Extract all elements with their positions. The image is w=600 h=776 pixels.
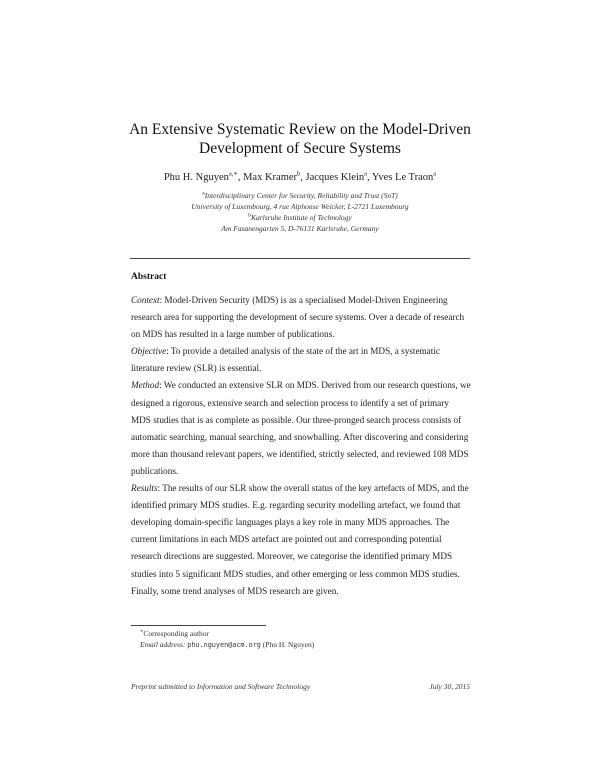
footer-date: July 30, 2015 [429,682,470,691]
abstract-heading: Abstract [131,272,167,282]
abstract-top-rule [130,258,470,259]
abstract-method: Method: We conducted an extensive SLR on MDS. Derived from our research questions, we designed a rigorous, extensive search and selection process to identify a set of primary MDS studies that is as complete as possible. Our three-pronged search process consists of automatic searching, manual searching, and snowballing. After discovering and considering more than thousand relevant papers, we identified, strictly selected, and reviewed 108 MDS publications. [131,380,471,476]
author-name: Jacques Klein [305,172,365,183]
author-affiliation-mark: b [297,170,301,178]
method-label: Method [131,380,160,391]
author-affiliation-mark: a [433,170,437,178]
author-list: Phu H. Nguyen$^{a,∗}$, Max Kramer$^b$, Jacques Klein$^a$, Yves Le Traon$^a$ [163,170,437,183]
email-address[interactable]: phu.nguyen@acm.org [187,641,261,649]
email-label: Email address: [140,640,186,649]
paper-title-line-2: Development of Secure Systems [199,140,401,157]
footnote-email [140,639,314,651]
author-name: Max Kramer [243,172,298,183]
objective-label: Objective [131,346,167,357]
abstract-context: Context: Model-Driven Security (MDS) is as a specialised Model-Driven Engineering research area for supporting the development of secure systems. Over a decade of research on MDS has resulted in a large number of publications. [131,295,465,340]
results-label: Results [131,483,158,494]
affiliation-a-line-2: University of Luxembourg, 4 rue Alphonse Weicker, L-2721 Luxembourg [191,202,409,211]
affiliation-mark: b [248,212,251,219]
paper-title-line-1: An Extensive Systematic Review on the Model-Driven [129,121,471,138]
author-name: Phu H. Nguyen [163,172,229,183]
affiliation-b-line-2: Am Fasanengarten 5, D-76131 Karlsruhe, Germany [221,224,379,233]
footnote-rule [131,625,266,626]
affiliation-mark: a [202,190,205,197]
footnote-mark: ∗ [140,629,144,635]
affiliation-a-line-1: $^a$Interdisciplinary Center for Security, Reliability and Trust (SnT) [202,190,398,200]
author-name: Yves Le Traon [371,172,434,183]
footer-preprint-note: Preprint submitted to Information and Software Technology [131,682,311,691]
abstract-body [131,292,471,600]
abstract-results: Results: The results of our SLR show the overall status of the key artefacts of MDS, and the identified primary MDS studies. E.g. regarding security modelling artefact, we found that developing domain-specific languages plays a key role in many MDS approaches. The current limitations in each MDS artefact are pointed out and corresponding potential research directions are suggested. Moreover, we categorise the identified primary MDS studies into 5 significant MDS studies, and other emerging or less common MDS studies. Finally, some trend analyses of MDS research are given. [131,483,469,596]
context-label: Context [131,295,160,305]
footnote-corresponding: ∗Corresponding author [140,629,210,638]
affiliation-b-line-1: $^b$Karlsruhe Institute of Technology [248,212,352,222]
abstract-objective: Objective: To provide a detailed analysis of the state of the art in MDS, a systematic literature review (SLR) is essential. [131,346,440,374]
author-affiliation-mark: a,∗ [228,170,238,178]
author-affiliation-mark: a [364,170,368,178]
email-owner: (Phu H. Nguyen) [262,640,315,649]
